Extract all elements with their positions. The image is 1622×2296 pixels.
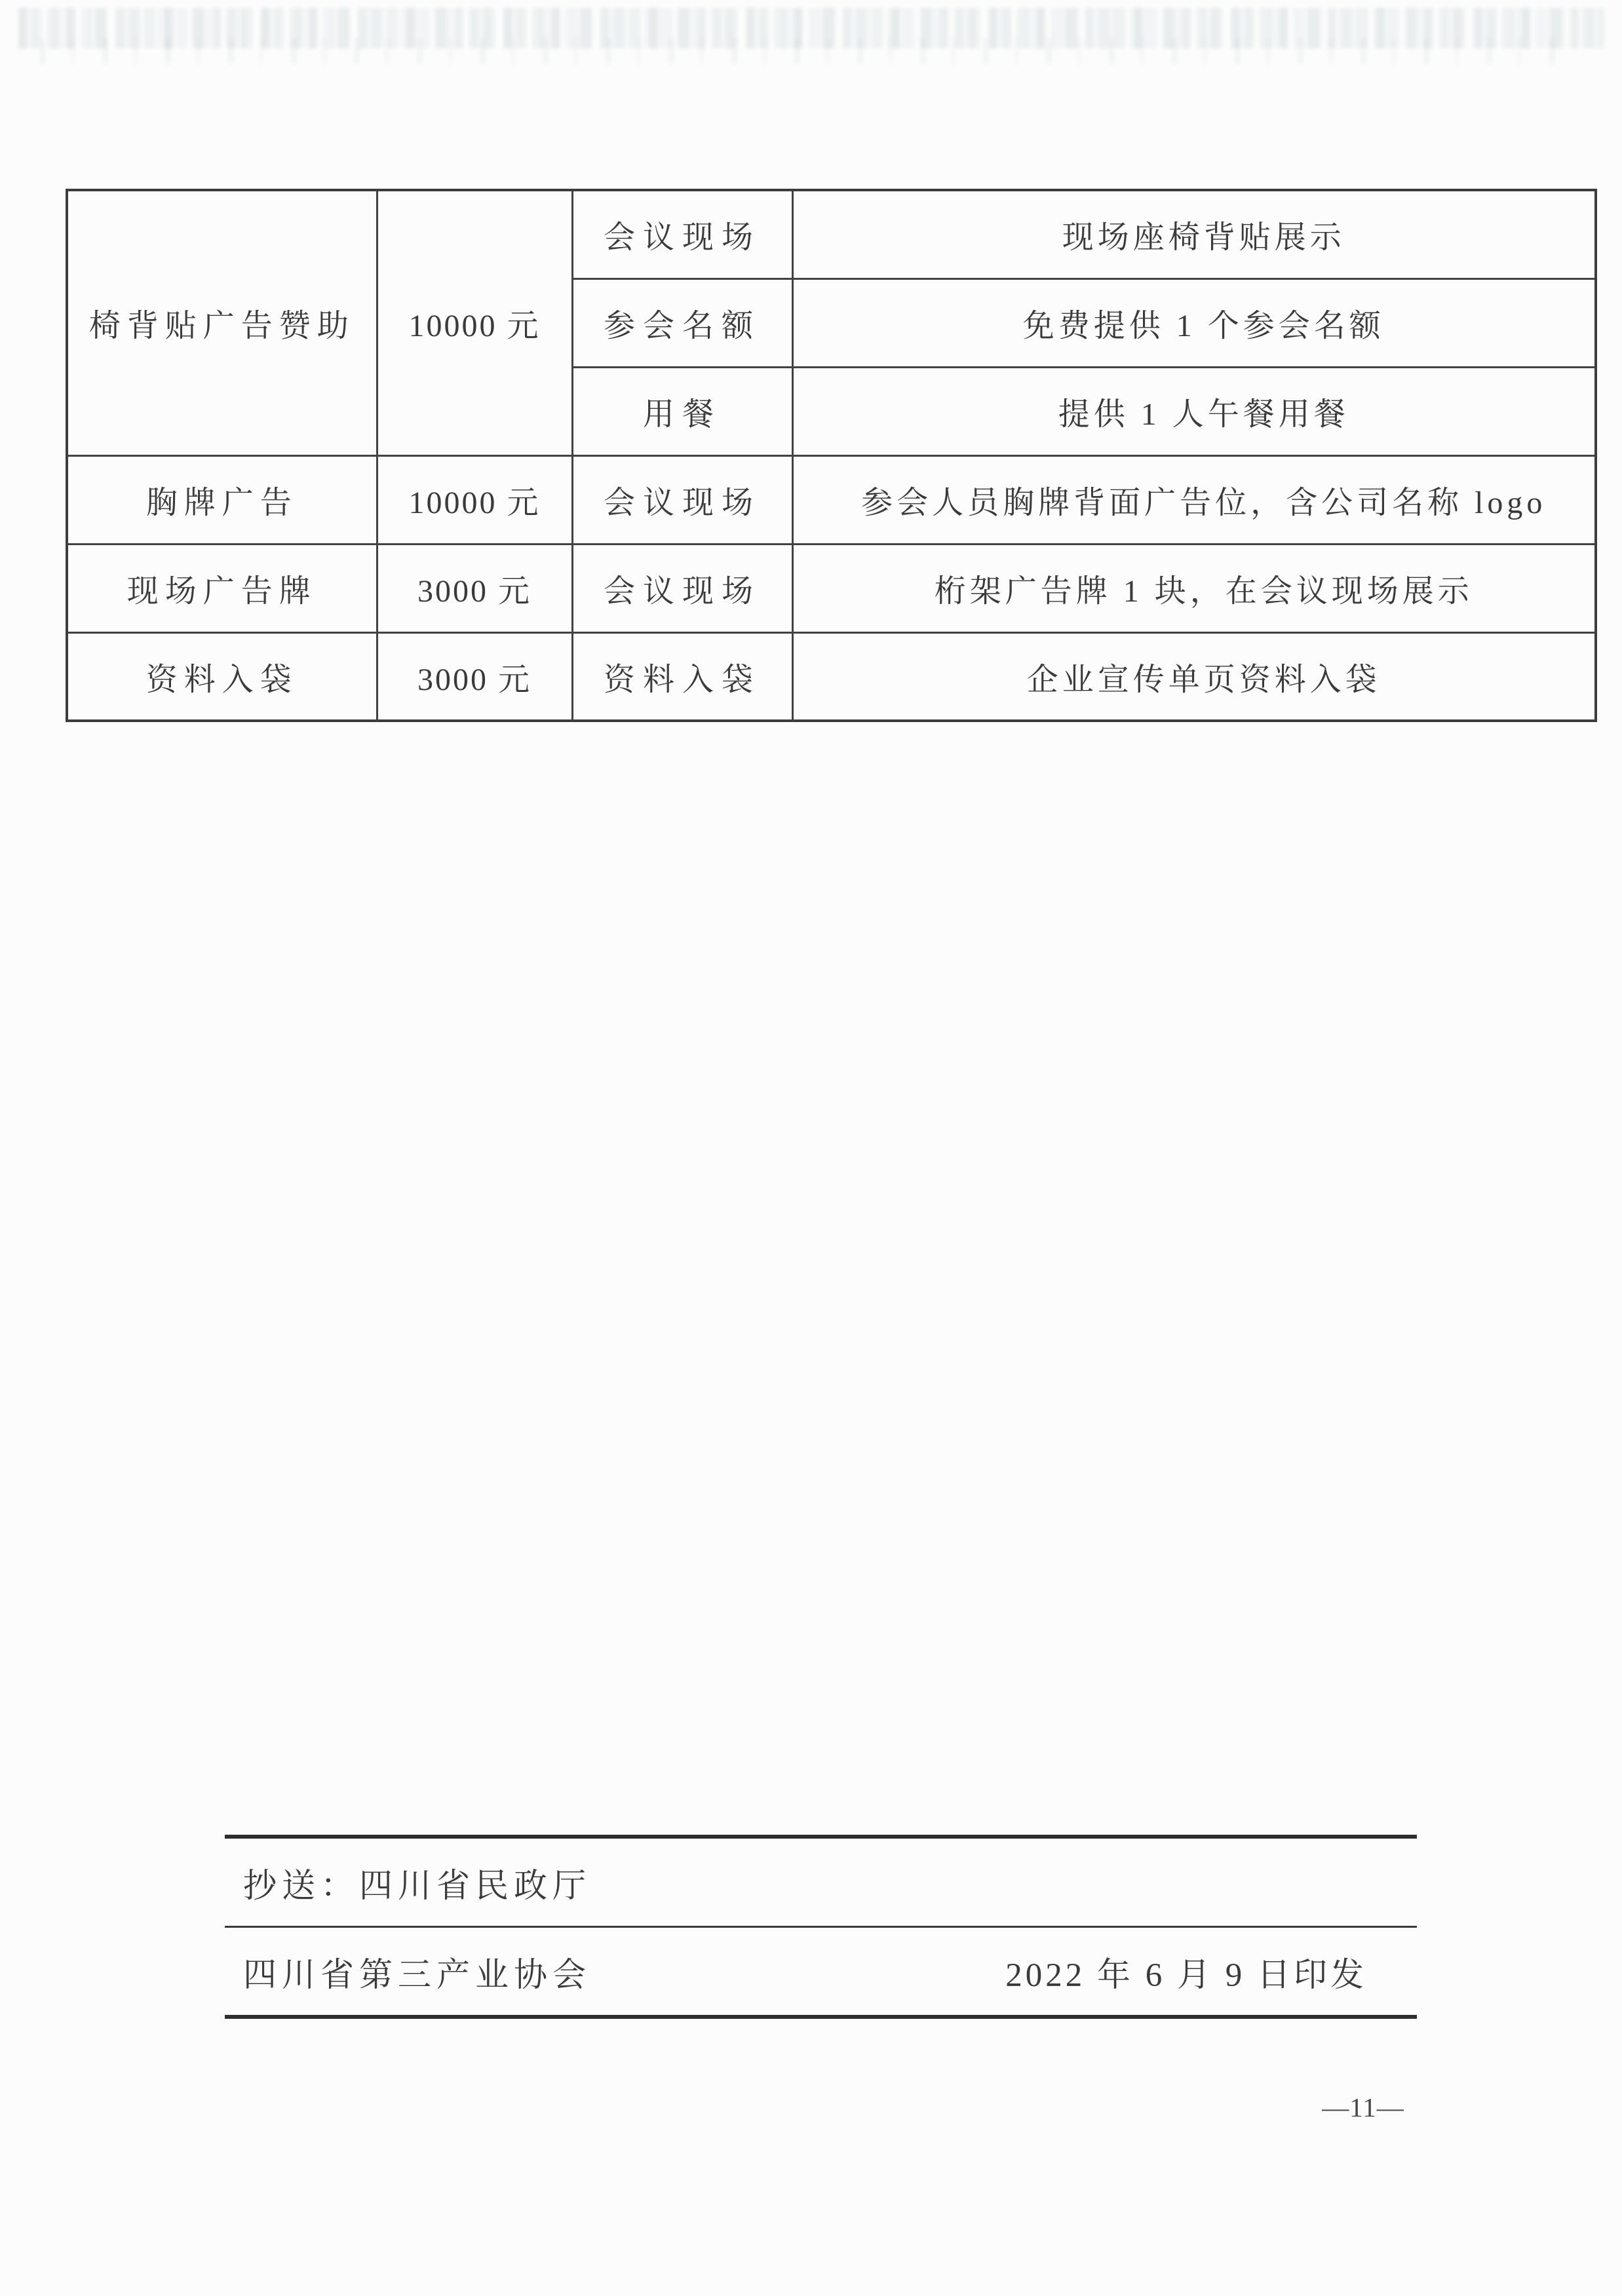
cell-price: 10000 元 bbox=[377, 455, 572, 544]
cell-price: 10000 元 bbox=[377, 190, 572, 455]
table-row bbox=[67, 455, 1596, 544]
issuer-name: 四川省第三产业协会 bbox=[243, 1957, 592, 1994]
cell-price: 3000 元 bbox=[377, 544, 572, 632]
page-number: —11— bbox=[1322, 2092, 1404, 2122]
issue-date: 2022 年 6 月 9 日印发 bbox=[1005, 1957, 1367, 1994]
table-row bbox=[67, 632, 1596, 721]
sponsorship-table bbox=[66, 189, 1597, 722]
cell-description: 免费提供 1 个参会名额 bbox=[792, 278, 1596, 367]
cell-channel: 资料入袋 bbox=[572, 632, 792, 721]
cc-row bbox=[225, 1839, 1417, 1926]
cell-description: 提供 1 人午餐用餐 bbox=[792, 367, 1596, 455]
cell-description: 企业宣传单页资料入袋 bbox=[792, 632, 1596, 721]
table-row bbox=[67, 190, 1596, 278]
cell-channel: 用餐 bbox=[572, 367, 792, 455]
scan-bleed-artifact-tail bbox=[39, 38, 1573, 64]
cc-line: 抄送：四川省民政厅 bbox=[243, 1867, 592, 1905]
cell-description: 现场座椅背贴展示 bbox=[792, 190, 1596, 278]
cell-item: 现场广告牌 bbox=[67, 544, 377, 632]
cell-channel: 参会名额 bbox=[572, 278, 792, 367]
cell-item: 胸牌广告 bbox=[67, 455, 377, 544]
cell-description: 桁架广告牌 1 块，在会议现场展示 bbox=[792, 544, 1596, 632]
cell-channel: 会议现场 bbox=[572, 544, 792, 632]
cell-item: 资料入袋 bbox=[67, 632, 377, 721]
cell-channel: 会议现场 bbox=[572, 190, 792, 278]
document-footer bbox=[225, 1835, 1417, 2019]
footer-bottom-rule bbox=[225, 2015, 1417, 2019]
issuer-row bbox=[225, 1928, 1417, 2015]
table-row bbox=[67, 544, 1596, 632]
cell-channel: 会议现场 bbox=[572, 455, 792, 544]
cell-description: 参会人员胸牌背面广告位，含公司名称 logo bbox=[792, 455, 1596, 544]
cell-price: 3000 元 bbox=[377, 632, 572, 721]
cell-item: 椅背贴广告赞助 bbox=[67, 190, 377, 455]
